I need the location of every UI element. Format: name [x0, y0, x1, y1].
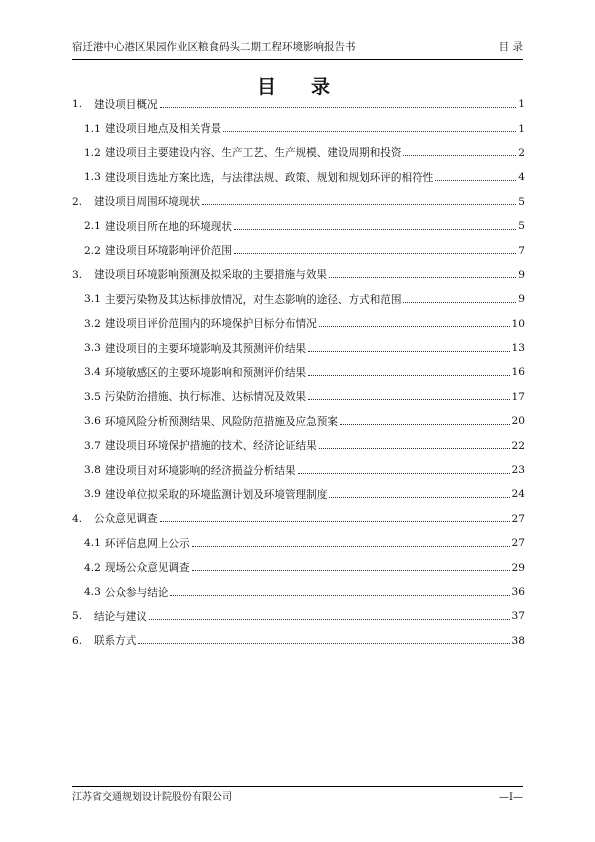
toc-entry-text: 公众意见调查: [94, 513, 158, 526]
toc-dot-leader: [403, 302, 516, 303]
toc-entry-number: 2.2: [84, 244, 101, 257]
toc-dot-leader: [435, 180, 516, 181]
toc-dot-leader: [149, 619, 510, 620]
toc-dot-leader: [329, 497, 509, 498]
toc-dot-leader: [234, 229, 516, 230]
toc-entry[interactable]: [72, 580, 525, 604]
toc-entry-text: 建设项目选址方案比选，与法律法规、政策、规划和规划环评的相符性: [104, 171, 434, 184]
toc-entry-text: 环境敏感区的主要环境影响和预测评价结果: [104, 366, 307, 379]
toc-entry-text: 建设项目环境影响评价范围: [104, 245, 232, 258]
toc-entry-text: 建设项目评价范围内的环境保护目标分布情况: [104, 318, 317, 331]
toc-entry-text: 主要污染物及其达标排放情况，对生态影响的途径、方式和范围: [104, 293, 402, 306]
toc-dot-leader: [223, 131, 516, 132]
toc-entry[interactable]: [72, 116, 525, 140]
toc-dot-leader: [319, 448, 510, 449]
toc-dot-leader: [138, 643, 509, 644]
toc-entry-page: 20: [511, 415, 525, 428]
toc-entry-text: 建设项目周围环境现状: [94, 196, 200, 209]
toc-dot-leader: [192, 546, 510, 547]
toc-dot-leader: [308, 351, 509, 352]
toc-entry-page: 27: [511, 512, 525, 525]
toc-dot-leader: [170, 595, 509, 596]
page-number: —I—: [499, 792, 523, 803]
header-divider: [72, 59, 523, 60]
toc-entry[interactable]: [72, 238, 525, 262]
toc-entry-text: 现场公众意见调查: [104, 562, 190, 575]
toc-entry-page: 4: [518, 171, 525, 184]
toc-entry[interactable]: [72, 409, 525, 433]
toc-entry[interactable]: [72, 141, 525, 165]
toc-entry-number: 1.: [72, 98, 83, 111]
toc-dot-leader: [403, 155, 516, 156]
toc-dot-leader: [340, 424, 510, 425]
toc-entry-number: 6.: [72, 634, 83, 647]
toc-entry-text: 建设项目环境影响预测及拟采取的主要措施与效果: [94, 269, 328, 282]
toc-entry-page: 27: [511, 537, 525, 550]
toc-entry[interactable]: [72, 287, 525, 311]
toc-entry-number: 4.3: [84, 586, 101, 598]
toc-entry[interactable]: [72, 312, 525, 336]
toc-entry-text: 建设项目地点及相关背景: [104, 123, 222, 136]
toc-entry-page: 29: [511, 561, 525, 574]
toc-entry-page: 5: [518, 220, 525, 233]
toc-entry[interactable]: [72, 555, 525, 579]
footer-divider: [72, 786, 523, 787]
toc-entry-page: 23: [511, 464, 525, 477]
toc-dot-leader: [160, 521, 510, 522]
toc-entry[interactable]: [72, 214, 525, 238]
toc-entry-page: 2: [518, 146, 525, 159]
toc-entry-page: 5: [518, 195, 525, 208]
toc-entry-text: 建设单位拟采取的环境监测计划及环境管理制度: [104, 488, 328, 501]
toc-entry-number: 3.9: [84, 488, 101, 501]
toc-entry-page: 24: [511, 488, 525, 501]
toc-entry-page: 10: [511, 317, 525, 330]
document-title: 宿迁港中心港区果园作业区粮食码头二期工程环境影响报告书: [72, 41, 356, 53]
toc-entry[interactable]: [72, 165, 525, 189]
toc-entry-text: 环境风险分析预测结果、风险防范措施及应急预案: [104, 415, 338, 428]
toc-entry-text: 污染防治措施、执行标准、达标情况及效果: [104, 391, 307, 404]
toc-entry[interactable]: [72, 190, 525, 214]
toc-entry-page: 1: [518, 122, 525, 135]
toc-dot-leader: [160, 107, 517, 108]
toc-dot-leader: [298, 473, 510, 474]
toc-entry-number: 3.7: [84, 439, 101, 452]
toc-dot-leader: [234, 253, 516, 254]
toc-entry-number: 3.6: [84, 415, 101, 428]
toc-entry[interactable]: [72, 531, 525, 555]
toc-entry[interactable]: [72, 604, 525, 628]
toc-entry-number: 2.: [72, 195, 83, 208]
toc-entry-page: 38: [511, 634, 525, 647]
toc-dot-leader: [308, 399, 509, 400]
toc-entry-text: 建设项目的主要环境影响及其预测评价结果: [104, 342, 307, 355]
toc-entry-page: 1: [518, 98, 525, 111]
toc-dot-leader: [192, 570, 510, 571]
toc-entry-number: 3.8: [84, 464, 101, 477]
table-of-contents: [72, 92, 525, 653]
toc-entry-text: 建设项目所在地的环境现状: [104, 220, 232, 233]
toc-entry-number: 5.: [72, 610, 83, 623]
toc-entry-number: 3.5: [84, 390, 101, 403]
toc-entry-page: 16: [511, 366, 525, 379]
toc-entry-text: 公众参与结论: [104, 586, 169, 599]
page-header: [72, 38, 523, 56]
section-label: 目 录: [498, 41, 523, 53]
toc-entry-text: 联系方式: [94, 635, 137, 648]
toc-entry-text: 建设项目对环境影响的经济损益分析结果: [104, 464, 296, 477]
toc-entry-number: 3.4: [84, 366, 101, 379]
toc-entry-text: 建设项目环境保护措施的技术、经济论证结果: [104, 440, 317, 453]
toc-entry-page: 37: [511, 610, 525, 623]
toc-entry-text: 环评信息网上公示: [104, 537, 190, 550]
toc-entry[interactable]: [72, 482, 525, 506]
toc-entry-number: 3.: [72, 268, 83, 281]
toc-entry-number: 3.1: [84, 293, 101, 306]
toc-entry-number: 4.2: [84, 561, 101, 574]
toc-entry-number: 4.1: [84, 537, 101, 550]
toc-entry[interactable]: [72, 336, 525, 360]
toc-entry-number: 1.1: [84, 122, 101, 135]
toc-entry-number: 3.3: [84, 342, 101, 355]
toc-dot-leader: [308, 375, 509, 376]
toc-dot-leader: [329, 277, 516, 278]
toc-entry-page: 7: [518, 244, 525, 257]
toc-entry-page: 36: [511, 586, 525, 598]
toc-heading: 目 录: [256, 76, 338, 98]
toc-entry[interactable]: [72, 92, 525, 116]
company-name: 江苏省交通规划设计院股份有限公司: [72, 792, 232, 803]
toc-entry-page: 13: [511, 342, 525, 355]
toc-entry-number: 3.2: [84, 317, 101, 330]
toc-entry[interactable]: [72, 458, 525, 482]
toc-entry-page: 17: [511, 390, 525, 403]
toc-entry-number: 4.: [72, 512, 83, 525]
toc-entry-number: 2.1: [84, 220, 101, 233]
toc-entry-text: 结论与建议: [94, 610, 147, 623]
toc-entry-page: 9: [518, 293, 525, 306]
toc-entry-page: 9: [518, 268, 525, 281]
toc-entry[interactable]: [72, 360, 525, 384]
toc-entry[interactable]: [72, 385, 525, 409]
toc-dot-leader: [319, 326, 510, 327]
toc-entry[interactable]: [72, 433, 525, 457]
toc-dot-leader: [202, 204, 516, 205]
toc-entry[interactable]: [72, 263, 525, 287]
toc-entry-number: 1.2: [84, 146, 101, 159]
toc-entry-text: 建设项目概况: [94, 98, 158, 111]
toc-entry-text: 建设项目主要建设内容、生产工艺、生产规模、建设周期和投资: [104, 147, 402, 160]
page-footer: [72, 789, 523, 807]
toc-entry-page: 22: [511, 439, 525, 452]
toc-entry[interactable]: [72, 507, 525, 531]
toc-entry-number: 1.3: [84, 171, 101, 184]
toc-entry[interactable]: [72, 629, 525, 653]
